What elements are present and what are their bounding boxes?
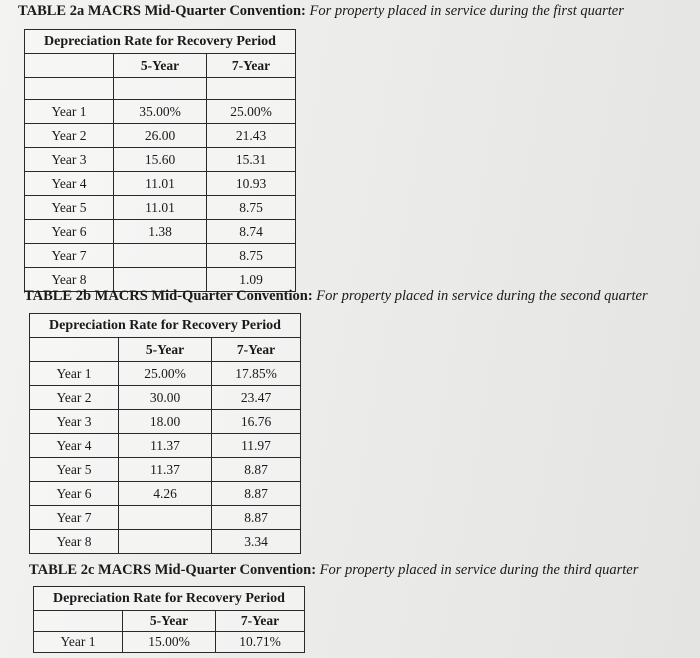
table-2b-title-italic: For property placed in service during the second quarter bbox=[316, 288, 648, 304]
year-label: Year 7 bbox=[25, 244, 114, 268]
table-2b-title bbox=[24, 288, 648, 305]
table-2a-header: Depreciation Rate for Recovery Period bbox=[25, 30, 296, 54]
table-row bbox=[25, 196, 296, 220]
table-row bbox=[30, 410, 301, 434]
rate-7yr: 10.93 bbox=[207, 172, 296, 196]
table-2b-header: Depreciation Rate for Recovery Period bbox=[30, 314, 301, 338]
table-row bbox=[25, 244, 296, 268]
rate-7yr: 8.87 bbox=[212, 482, 301, 506]
table-row bbox=[30, 530, 301, 554]
year-label: Year 1 bbox=[30, 362, 119, 386]
year-label: Year 3 bbox=[25, 148, 114, 172]
table-row bbox=[25, 100, 296, 124]
rate-7yr: 11.97 bbox=[212, 434, 301, 458]
rate-5yr: 11.01 bbox=[114, 196, 207, 220]
rate-7yr: 15.31 bbox=[207, 148, 296, 172]
rate-7yr: 25.00% bbox=[207, 100, 296, 124]
rate-7yr: 8.87 bbox=[212, 458, 301, 482]
rate-5yr: 30.00 bbox=[119, 386, 212, 410]
rate-5yr bbox=[114, 244, 207, 268]
rate-5yr: 1.38 bbox=[114, 220, 207, 244]
table-row bbox=[25, 220, 296, 244]
year-label: Year 5 bbox=[25, 196, 114, 220]
table-2c-corner bbox=[34, 611, 123, 632]
rate-5yr bbox=[119, 530, 212, 554]
year-label: Year 3 bbox=[30, 410, 119, 434]
rate-7yr: 21.43 bbox=[207, 124, 296, 148]
year-label: Year 4 bbox=[30, 434, 119, 458]
year-label: Year 6 bbox=[30, 482, 119, 506]
table-2b bbox=[29, 313, 301, 554]
rate-5yr: 11.01 bbox=[114, 172, 207, 196]
rate-7yr: 23.47 bbox=[212, 386, 301, 410]
year-label: Year 6 bbox=[25, 220, 114, 244]
table-2b-col-5yr: 5-Year bbox=[119, 338, 212, 362]
rate-5yr: 15.00% bbox=[123, 632, 216, 653]
table-2b-col-7yr: 7-Year bbox=[212, 338, 301, 362]
year-label: Year 2 bbox=[30, 386, 119, 410]
rate-5yr: 11.37 bbox=[119, 434, 212, 458]
table-2c-col-5yr: 5-Year bbox=[123, 611, 216, 632]
table-row bbox=[30, 482, 301, 506]
year-label: Year 5 bbox=[30, 458, 119, 482]
table-row bbox=[30, 386, 301, 410]
table-2a-col-7yr: 7-Year bbox=[207, 54, 296, 78]
rate-5yr bbox=[119, 506, 212, 530]
table-2c-title bbox=[29, 562, 638, 579]
table-2c-col-7yr: 7-Year bbox=[216, 611, 305, 632]
table-2a-corner bbox=[25, 54, 114, 78]
rate-7yr: 1.09 bbox=[207, 268, 296, 292]
year-label: Year 1 bbox=[25, 100, 114, 124]
rate-7yr: 8.75 bbox=[207, 196, 296, 220]
year-label: Year 8 bbox=[30, 530, 119, 554]
rate-5yr: 25.00% bbox=[119, 362, 212, 386]
rate-7yr: 10.71% bbox=[216, 632, 305, 653]
table-2a-title-italic: For property placed in service during the first quarter bbox=[309, 3, 624, 19]
table-2b-corner bbox=[30, 338, 119, 362]
table-row bbox=[30, 362, 301, 386]
rate-5yr: 18.00 bbox=[119, 410, 212, 434]
rate-7yr: 17.85% bbox=[212, 362, 301, 386]
table-2c bbox=[33, 586, 305, 653]
table-2c-title-italic: For property placed in service during the third quarter bbox=[319, 562, 639, 578]
table-2c-header: Depreciation Rate for Recovery Period bbox=[34, 587, 305, 611]
rate-7yr: 8.87 bbox=[212, 506, 301, 530]
year-label: Year 7 bbox=[30, 506, 119, 530]
rate-5yr: 11.37 bbox=[119, 458, 212, 482]
table-row bbox=[25, 172, 296, 196]
table-2c-title-bold: TABLE 2c MACRS Mid-Quarter Convention: bbox=[29, 562, 317, 578]
table-row bbox=[30, 434, 301, 458]
year-label: Year 8 bbox=[25, 268, 114, 292]
rate-5yr: 4.26 bbox=[119, 482, 212, 506]
table-2b-title-bold: TABLE 2b MACRS Mid-Quarter Convention: bbox=[24, 288, 313, 304]
year-label: Year 4 bbox=[25, 172, 114, 196]
rate-5yr: 26.00 bbox=[114, 124, 207, 148]
table-2a-title bbox=[18, 3, 624, 20]
rate-5yr: 15.60 bbox=[114, 148, 207, 172]
table-2a-col-5yr: 5-Year bbox=[114, 54, 207, 78]
year-label: Year 1 bbox=[34, 632, 123, 653]
table-row bbox=[30, 458, 301, 482]
rate-5yr: 35.00% bbox=[114, 100, 207, 124]
rate-7yr: 8.75 bbox=[207, 244, 296, 268]
table-row bbox=[34, 632, 305, 653]
rate-7yr: 8.74 bbox=[207, 220, 296, 244]
table-2a-title-bold: TABLE 2a MACRS Mid-Quarter Convention: bbox=[18, 3, 306, 19]
table-row bbox=[25, 148, 296, 172]
rate-7yr: 3.34 bbox=[212, 530, 301, 554]
table-row bbox=[30, 506, 301, 530]
table-row bbox=[25, 124, 296, 148]
table-2a bbox=[24, 29, 296, 292]
year-label: Year 2 bbox=[25, 124, 114, 148]
rate-7yr: 16.76 bbox=[212, 410, 301, 434]
